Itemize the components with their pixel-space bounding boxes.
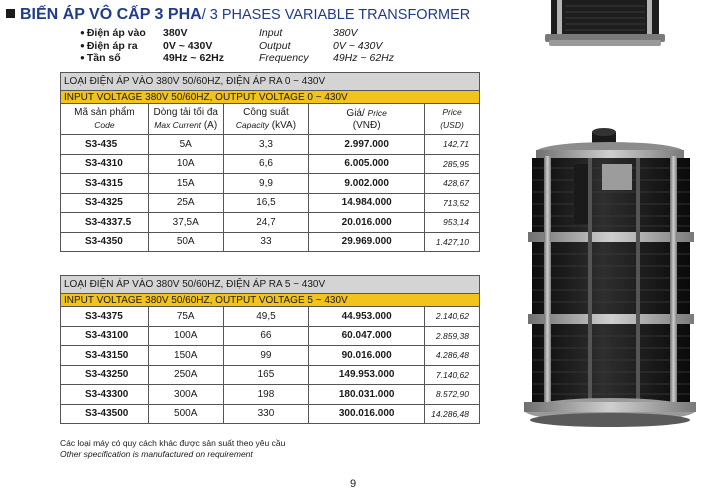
title-en: 3 PHASES VARIABLE TRANSFORMER: [209, 7, 471, 23]
cell-usd: 713,52: [425, 193, 480, 213]
cell-price: 6.005.000: [309, 154, 425, 174]
cell-usd: 2.140,62: [425, 307, 480, 327]
title-sep: /: [201, 7, 210, 23]
cell-price: 14.984.000: [309, 193, 425, 213]
col-price-en: Price: [367, 107, 387, 118]
cell-price: 20.016.000: [309, 213, 425, 233]
cell-price: 9.002.000: [309, 174, 425, 194]
cell-usd: 4.286,48: [425, 346, 480, 366]
table-row: [61, 346, 480, 366]
table-row: [61, 365, 480, 385]
table-row: [61, 385, 480, 405]
spec-label: ● Điện áp vào: [80, 27, 163, 40]
footnote-vi: Các loại máy có quy cách khác được sản suất theo yêu cầu: [60, 438, 286, 448]
cell-usd: 14.286,48: [425, 404, 480, 424]
cell-capacity: 24,7: [223, 213, 309, 233]
spec-value-en: 49Hz ~ 62Hz: [333, 52, 394, 64]
cell-code: S3-43150: [61, 346, 149, 366]
col-usd: [425, 104, 480, 135]
spec-label: ● Điện áp ra: [80, 40, 163, 53]
col-price-unit: (VNĐ): [352, 119, 381, 131]
cell-code: S3-43300: [61, 385, 149, 405]
spec-row: [80, 52, 394, 65]
cell-usd: 142,71: [425, 135, 480, 155]
table-row: [61, 135, 480, 155]
cell-usd: 285,95: [425, 154, 480, 174]
price-table-0-430v: [60, 72, 480, 252]
spec-value-en: 380V: [333, 27, 358, 39]
col-price: [309, 104, 425, 135]
col-code-en: Code: [94, 119, 115, 130]
cell-price: 44.953.000: [309, 307, 425, 327]
transformer-photo: [518, 128, 704, 428]
cell-usd: 953,14: [425, 213, 480, 233]
col-capacity: [223, 104, 309, 135]
cell-current: 500A: [148, 404, 223, 424]
cell-price: 29.969.000: [309, 232, 425, 252]
col-usd-en: Price: [442, 107, 462, 117]
cell-current: 50A: [148, 232, 223, 252]
cell-price: 149.953.000: [309, 365, 425, 385]
spec-list: [80, 27, 394, 65]
cell-code: S3-43500: [61, 404, 149, 424]
table-header-en: INPUT VOLTAGE 380V 50/60HZ, OUTPUT VOLTAGE 0 ~ 430V: [61, 91, 480, 104]
cell-current: 250A: [148, 365, 223, 385]
spec-value-en: 0V ~ 430V: [333, 39, 383, 52]
col-usd-unit: (USD): [440, 120, 464, 130]
spec-value: 49Hz ~ 62Hz: [163, 52, 224, 64]
table-row: [61, 307, 480, 327]
cell-price: 2.997.000: [309, 135, 425, 155]
cell-code: S3-4310: [61, 154, 149, 174]
cell-code: S3-435: [61, 135, 149, 155]
cell-code: S3-43250: [61, 365, 149, 385]
cell-code: S3-4350: [61, 232, 149, 252]
table-row: [61, 193, 480, 213]
cell-capacity: 49,5: [223, 307, 309, 327]
col-current: [148, 104, 223, 135]
col-current-unit: (A): [203, 119, 218, 131]
spec-label-en: Frequency: [259, 52, 309, 64]
price-table-5-430v: [60, 275, 480, 424]
spec-label-en: Input: [259, 27, 283, 39]
page-number: 9: [350, 478, 357, 490]
page-title: [6, 6, 470, 24]
transformer-photo-top: [541, 0, 669, 48]
cell-capacity: 165: [223, 365, 309, 385]
cell-current: 100A: [148, 326, 223, 346]
col-current-vi: Dòng tải tối đa: [153, 106, 218, 118]
cell-capacity: 16,5: [223, 193, 309, 213]
spec-value: 0V ~ 430V: [163, 39, 213, 52]
cell-capacity: 3,3: [223, 135, 309, 155]
cell-current: 25A: [148, 193, 223, 213]
cell-current: 37,5A: [148, 213, 223, 233]
cell-code: S3-4375: [61, 307, 149, 327]
col-capacity-unit: (kVA): [271, 119, 297, 131]
cell-code: S3-4337.5: [61, 213, 149, 233]
footnote: [60, 438, 285, 460]
table-row: [61, 174, 480, 194]
spec-label: ● Tần số: [80, 52, 163, 65]
spec-label-en: Output: [259, 39, 291, 52]
cell-capacity: 6,6: [223, 154, 309, 174]
table-row: [61, 213, 480, 233]
spec-row: [80, 40, 394, 53]
cell-code: S3-43100: [61, 326, 149, 346]
table-header-vi: LOẠI ĐIỆN ÁP VÀO 380V 50/60HZ, ĐIỆN ÁP RA 0 ~ 430V: [61, 73, 480, 91]
spec-value: 380V: [163, 27, 188, 39]
cell-price: 60.047.000: [309, 326, 425, 346]
cell-code: S3-4315: [61, 174, 149, 194]
spec-row: [80, 27, 394, 40]
col-code: [61, 104, 149, 135]
table-header-en: INPUT VOLTAGE 380V 50/60HZ, OUTPUT VOLTAGE 5 ~ 430V: [61, 294, 480, 307]
cell-current: 10A: [148, 154, 223, 174]
cell-usd: 1.427,10: [425, 232, 480, 252]
table-header-vi: LOẠI ĐIỆN ÁP VÀO 380V 50/60HZ, ĐIỆN ÁP RA 5 ~ 430V: [61, 276, 480, 294]
footnote-en: Other specification is manufactured on requirement: [60, 449, 253, 459]
cell-capacity: 198: [223, 385, 309, 405]
table-row: [61, 326, 480, 346]
cell-current: 150A: [148, 346, 223, 366]
table-row: [61, 154, 480, 174]
cell-capacity: 66: [223, 326, 309, 346]
cell-price: 180.031.000: [309, 385, 425, 405]
cell-current: 300A: [148, 385, 223, 405]
col-code-vi: Mã sản phẩm: [74, 106, 135, 118]
cell-current: 15A: [148, 174, 223, 194]
table-row: [61, 404, 480, 424]
cell-code: S3-4325: [61, 193, 149, 213]
title-vi: BIẾN ÁP VÔ CẤP 3 PHA: [20, 6, 202, 23]
cell-capacity: 9,9: [223, 174, 309, 194]
col-price-vi: Giá/: [346, 107, 365, 119]
col-capacity-vi: Công suất: [243, 106, 289, 118]
cell-capacity: 99: [223, 346, 309, 366]
cell-usd: 8.572,90: [425, 385, 480, 405]
cell-capacity: 33: [223, 232, 309, 252]
cell-usd: 7.140,62: [425, 365, 480, 385]
cell-current: 75A: [148, 307, 223, 327]
square-bullet-icon: [6, 9, 15, 18]
cell-price: 90.016.000: [309, 346, 425, 366]
col-current-en: Max Current: [154, 119, 202, 130]
cell-capacity: 330: [223, 404, 309, 424]
col-capacity-en: Capacity: [235, 119, 269, 130]
table-row: [61, 232, 480, 252]
cell-current: 5A: [148, 135, 223, 155]
cell-usd: 428,67: [425, 174, 480, 194]
column-header-row: [61, 104, 480, 135]
cell-usd: 2.859,38: [425, 326, 480, 346]
cell-price: 300.016.000: [309, 404, 425, 424]
